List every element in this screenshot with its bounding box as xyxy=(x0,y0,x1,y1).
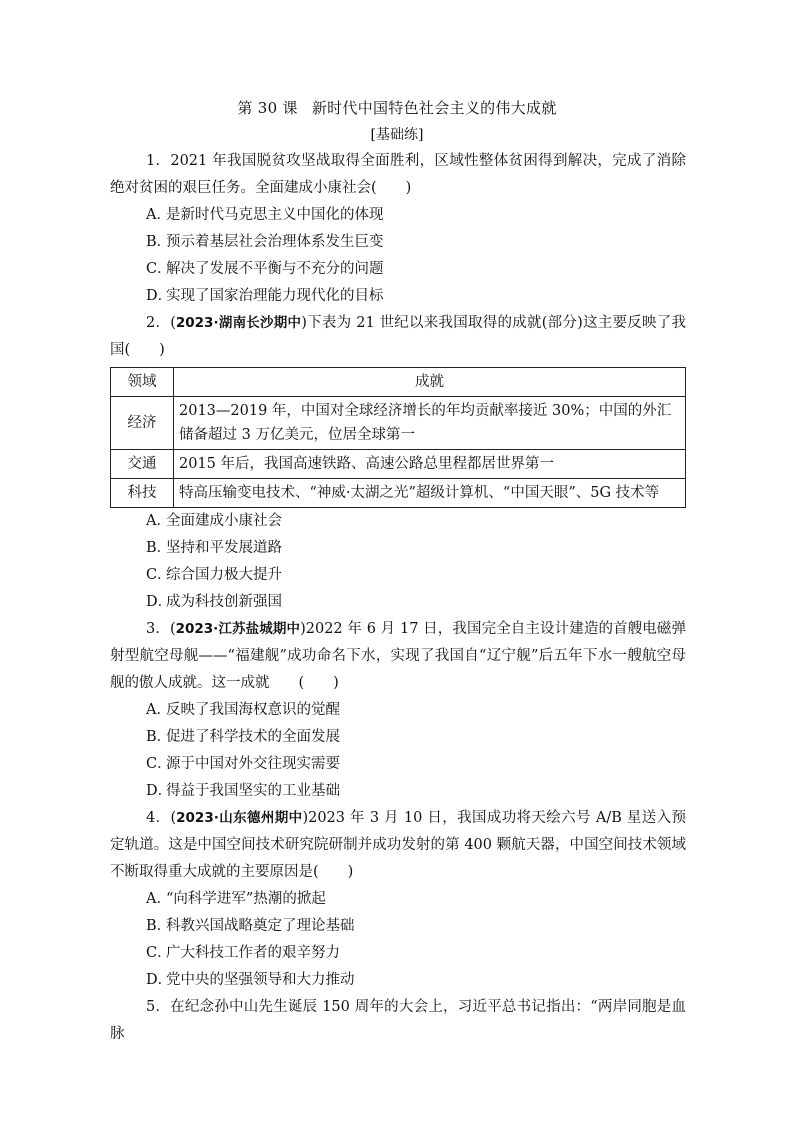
question-list xyxy=(110,148,686,1048)
question-1: 1．2021 年我国脱贫攻坚战取得全面胜利，区域性整体贫困得到解决，完成了消除绝对贫困的艰巨任务。全面建成小康社会( ) xyxy=(110,153,686,196)
section-heading: [基础练] xyxy=(370,127,424,143)
table-cell-field: 经济 xyxy=(111,397,174,450)
q3-option-b: B．促进了科学技术的全面发展 xyxy=(146,729,340,745)
q1-option-c: C．解决了发展不平衡与不充分的问题 xyxy=(146,261,384,277)
question-2-source: 2023·湖南长沙期中 xyxy=(175,315,302,331)
achievement-table xyxy=(110,367,686,508)
q4-option-b: B．科教兴国战略奠定了理论基础 xyxy=(146,918,355,934)
question-4-source: 2023·山东德州期中 xyxy=(176,810,303,826)
q2-option-a: A．全面建成小康社会 xyxy=(146,513,282,529)
q2-option-d: D．成为科技创新强国 xyxy=(146,594,282,610)
q1-option-b: B．预示着基层社会治理体系发生巨变 xyxy=(146,234,384,250)
q3-option-a: A．反映了我国海权意识的觉醒 xyxy=(146,702,340,718)
q4-option-a: A．“向科学进军”热潮的掀起 xyxy=(146,891,326,907)
table-header-achievement: 成就 xyxy=(174,368,686,397)
q1-option-a: A．是新时代马克思主义中国化的体现 xyxy=(146,207,384,223)
question-3-source: 2023·江苏盐城期中 xyxy=(175,621,301,637)
q4-option-c: C．广大科技工作者的艰辛努力 xyxy=(146,945,340,961)
lesson-title xyxy=(0,97,794,118)
lesson-number: 第 30 课 xyxy=(237,99,298,117)
q2-option-b: B．坚持和平发展道路 xyxy=(146,540,282,556)
q3-option-c: C．源于中国对外交往现实需要 xyxy=(146,756,340,772)
table-cell-field: 科技 xyxy=(111,479,174,508)
question-5: 5．在纪念孙中山先生诞辰 150 周年的大会上，习近平总书记指出：“两岸同胞是血脉 xyxy=(110,999,686,1042)
question-3: 3．(2023·江苏盐城期中)2022 年 6 月 17 日，我国完全自主设计建造的首艘电磁弹射型航空母舰——“福建舰”成功命名下水，实现了我国自“辽宁舰”后五年下水一艘航空母舰的傲人成就。这一成就 ( ) xyxy=(110,621,687,691)
table-cell-achievement: 特高压输变电技术、“神威·太湖之光”超级计算机、“中国天眼”、5G 技术等 xyxy=(174,479,686,508)
table-row xyxy=(111,397,686,450)
q1-option-d: D．实现了国家治理能力现代化的目标 xyxy=(146,288,384,304)
table-row xyxy=(111,479,686,508)
lesson-name: 新时代中国特色社会主义的伟大成就 xyxy=(311,99,557,117)
q3-option-d: D．得益于我国坚实的工业基础 xyxy=(146,783,340,799)
question-2: 2．(2023·湖南长沙期中)下表为 21 世纪以来我国取得的成就(部分)这主要反映了我国( ) xyxy=(110,315,686,358)
q2-option-c: C．综合国力极大提升 xyxy=(146,567,282,583)
table-cell-field: 交通 xyxy=(111,450,174,479)
table-cell-achievement: 2013—2019 年，中国对全球经济增长的年均贡献率接近 30%；中国的外汇储备超过 3 万亿美元，位居全球第一 xyxy=(174,397,686,450)
table-header-row xyxy=(111,368,686,397)
question-4: 4．(2023·山东德州期中)2023 年 3 月 10 日，我国成功将天绘六号 A/B 星送入预定轨道。这是中国空间技术研究院研制并成功发射的第 400 颗航天器，中国空间技术领域不断取得重大成就的主要原因是( ) xyxy=(110,810,687,880)
table-header-field: 领域 xyxy=(111,368,174,397)
table-row xyxy=(111,450,686,479)
q4-option-d: D．党中央的坚强领导和大力推动 xyxy=(146,972,355,988)
table-cell-achievement: 2015 年后，我国高速铁路、高速公路总里程都居世界第一 xyxy=(174,450,686,479)
